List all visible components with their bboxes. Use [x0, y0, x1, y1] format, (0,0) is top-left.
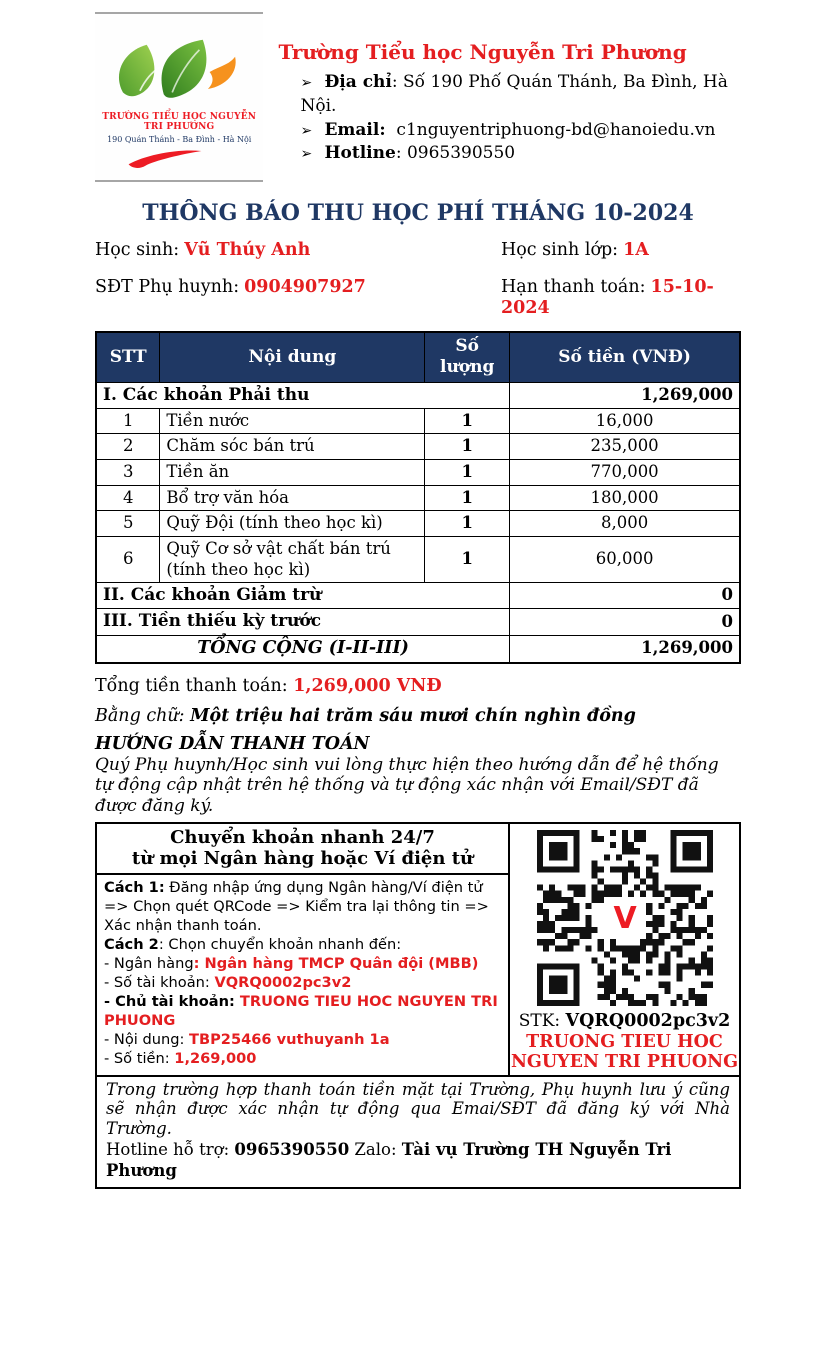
- fee-section-amount: 0: [510, 583, 740, 609]
- fee-cell-name: Tiền nước: [160, 408, 425, 434]
- amount-in-words-line: [95, 706, 741, 726]
- payment-guide-text: Quý Phụ huynh/Học sinh vui lòng thực hiện theo hướng dẫn để hệ thống tự động cập nhật trên hệ thống và tự động xác nhận với Email/SĐT đã được đăng ký.: [95, 754, 719, 816]
- arrow-bullet-icon: ➢: [300, 122, 313, 139]
- qr-code: [537, 830, 713, 1006]
- payment-box-header-line2: từ mọi Ngân hàng hoặc Ví điện tử: [131, 848, 474, 870]
- fee-row: [96, 382, 740, 408]
- fee-row: [96, 583, 740, 609]
- document-header: [95, 12, 741, 182]
- fee-total-amount: 1,269,000: [510, 635, 740, 662]
- student-field-label: Hạn thanh toán:: [501, 277, 646, 297]
- fee-row: [96, 635, 740, 662]
- instruction-segment: - Ngân hàng: [104, 954, 194, 972]
- fee-section-label: II. Các khoản Giảm trừ: [96, 583, 510, 609]
- instruction-line: [104, 1031, 501, 1050]
- instruction-segment: Đăng nhập ứng dụng Ngân hàng/Ví điện tử => Chọn quét QRCode => Kiểm tra lại thông tin => Xác nhận thanh toán.: [104, 878, 489, 934]
- instruction-line: [104, 1050, 501, 1069]
- contact-value: : Số 190 Phố Quán Thánh, Ba Đình, Hà Nội.: [300, 72, 728, 116]
- support-hotline-line: [106, 1139, 730, 1182]
- instruction-segment: - Số tài khoản:: [104, 973, 215, 991]
- instruction-segment: TRUONG TIEU HOC NGUYEN TRI PHUONG: [104, 992, 498, 1029]
- contact-label: Email:: [324, 119, 386, 140]
- qr-account-number-line: [510, 1011, 739, 1031]
- fee-cell-name: Chăm sóc bán trú: [160, 434, 425, 460]
- payment-box: [95, 822, 741, 1189]
- amount-in-words-value: Một triệu hai trăm sáu mươi chín nghìn đồng: [190, 705, 636, 726]
- payment-box-header: [97, 824, 510, 875]
- fee-cell-stt: 4: [96, 485, 160, 511]
- fee-cell-stt: 3: [96, 460, 160, 486]
- contact-value: : 0965390550: [395, 143, 516, 164]
- hotline-segment: 0965390550: [234, 1139, 350, 1159]
- total-payment-value: 1,269,000 VNĐ: [293, 675, 442, 696]
- hotline-segment: Hotline hỗ trợ:: [106, 1139, 235, 1159]
- fee-section-amount: 1,269,000: [510, 382, 740, 408]
- instruction-segment: : Chọn chuyển khoản nhanh đến:: [158, 935, 402, 953]
- qr-panel: [510, 824, 739, 1075]
- total-payment-line: [95, 676, 741, 696]
- fee-section-label: III. Tiền thiếu kỳ trước: [96, 609, 510, 635]
- contact-label: Địa chỉ: [324, 72, 392, 92]
- fee-cell-stt: 5: [96, 511, 160, 537]
- student-field-label: Học sinh:: [95, 240, 180, 260]
- cash-payment-note: Trong trường hợp thanh toán tiền mặt tại Trường, Phụ huynh lưu ý cũng sẽ nhận được xác nhận tự động qua Emai/SĐT đã đăng ký với Nhà Trường.: [106, 1079, 730, 1139]
- payment-box-footer: [97, 1075, 739, 1187]
- logo-address: 190 Quán Thánh - Ba Đình - Hà Nội: [107, 134, 252, 144]
- fee-cell-qty: 1: [425, 434, 510, 460]
- fee-cell-name: Quỹ Cơ sở vật chất bán trú (tính theo học kì): [160, 536, 425, 582]
- notice-title: THÔNG BÁO THU HỌC PHÍ THÁNG 10-2024: [142, 200, 694, 226]
- fee-cell-qty: 1: [425, 485, 510, 511]
- fee-cell-name: Bổ trợ văn hóa: [160, 485, 425, 511]
- fee-row: [96, 408, 740, 434]
- fee-cell-amount: 180,000: [510, 485, 740, 511]
- school-info: [278, 12, 741, 182]
- fee-table: [95, 331, 741, 664]
- fee-section-amount: 0: [510, 609, 740, 635]
- total-payment-label: Tổng tiền thanh toán:: [95, 675, 288, 696]
- fee-cell-qty: 1: [425, 408, 510, 434]
- fee-cell-stt: 1: [96, 408, 160, 434]
- fee-column-header: STT: [96, 332, 160, 382]
- logo-swoosh-icon: [123, 145, 235, 171]
- fee-row: [96, 609, 740, 635]
- fee-cell-qty: 1: [425, 460, 510, 486]
- contact-item: [278, 71, 741, 119]
- fee-row: [96, 536, 740, 582]
- instruction-line: [104, 936, 501, 955]
- contact-label: Hotline: [324, 143, 396, 164]
- fee-cell-amount: 16,000: [510, 408, 740, 434]
- fee-column-header: Nội dung: [160, 332, 425, 382]
- fee-cell-amount: 235,000: [510, 434, 740, 460]
- logo-leaves-icon: [111, 32, 247, 112]
- fee-column-header: Số tiền (VNĐ): [510, 332, 740, 382]
- instruction-line: [104, 879, 501, 936]
- amount-in-words-label: Bằng chữ:: [95, 705, 185, 726]
- instruction-segment: : Ngân hàng TMCP Quân đội (MBB): [193, 954, 479, 972]
- instruction-segment: VQRQ0002pc3v2: [214, 973, 352, 991]
- instruction-segment: TBP25466 vuthuyanh 1a: [189, 1030, 390, 1048]
- fee-cell-name: Tiền ăn: [160, 460, 425, 486]
- school-contacts: [278, 71, 741, 166]
- instruction-line: [104, 974, 501, 993]
- instruction-segment: Cách 2: [104, 935, 159, 953]
- document-content: [95, 12, 741, 1189]
- fee-cell-amount: 60,000: [510, 536, 740, 582]
- hotline-segment: Tài vụ Trường TH Nguyễn Tri Phương: [106, 1139, 672, 1181]
- fee-row: [96, 485, 740, 511]
- instruction-segment: 1,269,000: [174, 1049, 257, 1067]
- instruction-line: [104, 993, 501, 1031]
- contact-item: [278, 119, 741, 143]
- student-field-label: Học sinh lớp:: [501, 240, 619, 260]
- fee-total-label: TỔNG CỘNG (I-II-III): [96, 635, 510, 662]
- student-field-label: SĐT Phụ huynh:: [95, 277, 240, 297]
- fee-row: [96, 511, 740, 537]
- student-field: [501, 277, 719, 319]
- school-name: Trường Tiểu học Nguyễn Tri Phương: [278, 40, 687, 64]
- fee-cell-stt: 6: [96, 536, 160, 582]
- fee-section-label: I. Các khoản Phải thu: [96, 382, 510, 408]
- fee-table-header-row: [96, 332, 740, 382]
- payment-box-header-line1: Chuyển khoản nhanh 24/7: [170, 826, 435, 848]
- student-field: [95, 240, 501, 261]
- stk-value: VQRQ0002pc3v2: [565, 1010, 731, 1031]
- student-field-value: Vũ Thúy Anh: [184, 240, 311, 260]
- qr-account-name: TRUONG TIEU HOC NGUYEN TRI PHUONG: [510, 1031, 739, 1073]
- contact-value: c1nguyentriphuong-bd@hanoiedu.vn: [385, 119, 716, 140]
- fee-row: [96, 460, 740, 486]
- instruction-segment: Cách 1:: [104, 878, 165, 896]
- fee-cell-amount: 8,000: [510, 511, 740, 537]
- instruction-segment: - Số tiền:: [104, 1049, 175, 1067]
- arrow-bullet-icon: ➢: [300, 146, 313, 163]
- stk-label: STK:: [518, 1010, 566, 1031]
- fee-cell-amount: 770,000: [510, 460, 740, 486]
- student-field: [501, 240, 741, 261]
- hotline-segment: Zalo:: [349, 1139, 402, 1159]
- student-field-value: 0904907927: [244, 277, 366, 297]
- student-info: [95, 240, 741, 319]
- instruction-line: [104, 955, 501, 974]
- payment-instructions: [97, 875, 510, 1075]
- student-field-value: 1A: [623, 240, 649, 260]
- school-logo: [95, 12, 263, 182]
- fee-row: [96, 434, 740, 460]
- logo-school-name: TRƯỜNG TIỂU HỌC NGUYỄN TRI PHƯƠNG: [102, 112, 257, 133]
- fee-cell-stt: 2: [96, 434, 160, 460]
- instruction-segment: - Nội dung:: [104, 1030, 190, 1048]
- payment-guide-title: HƯỚNG DẪN THANH TOÁN: [95, 733, 370, 754]
- contact-item: [278, 142, 741, 166]
- instruction-segment: - Chủ tài khoản:: [104, 992, 240, 1010]
- fee-column-header: Số lượng: [425, 332, 510, 382]
- fee-cell-qty: 1: [425, 511, 510, 537]
- arrow-bullet-icon: ➢: [300, 75, 313, 91]
- fee-cell-name: Quỹ Đội (tính theo học kì): [160, 511, 425, 537]
- student-field: [95, 277, 501, 319]
- fee-cell-qty: 1: [425, 536, 510, 582]
- student-field-value: 15-10-2024: [501, 277, 714, 318]
